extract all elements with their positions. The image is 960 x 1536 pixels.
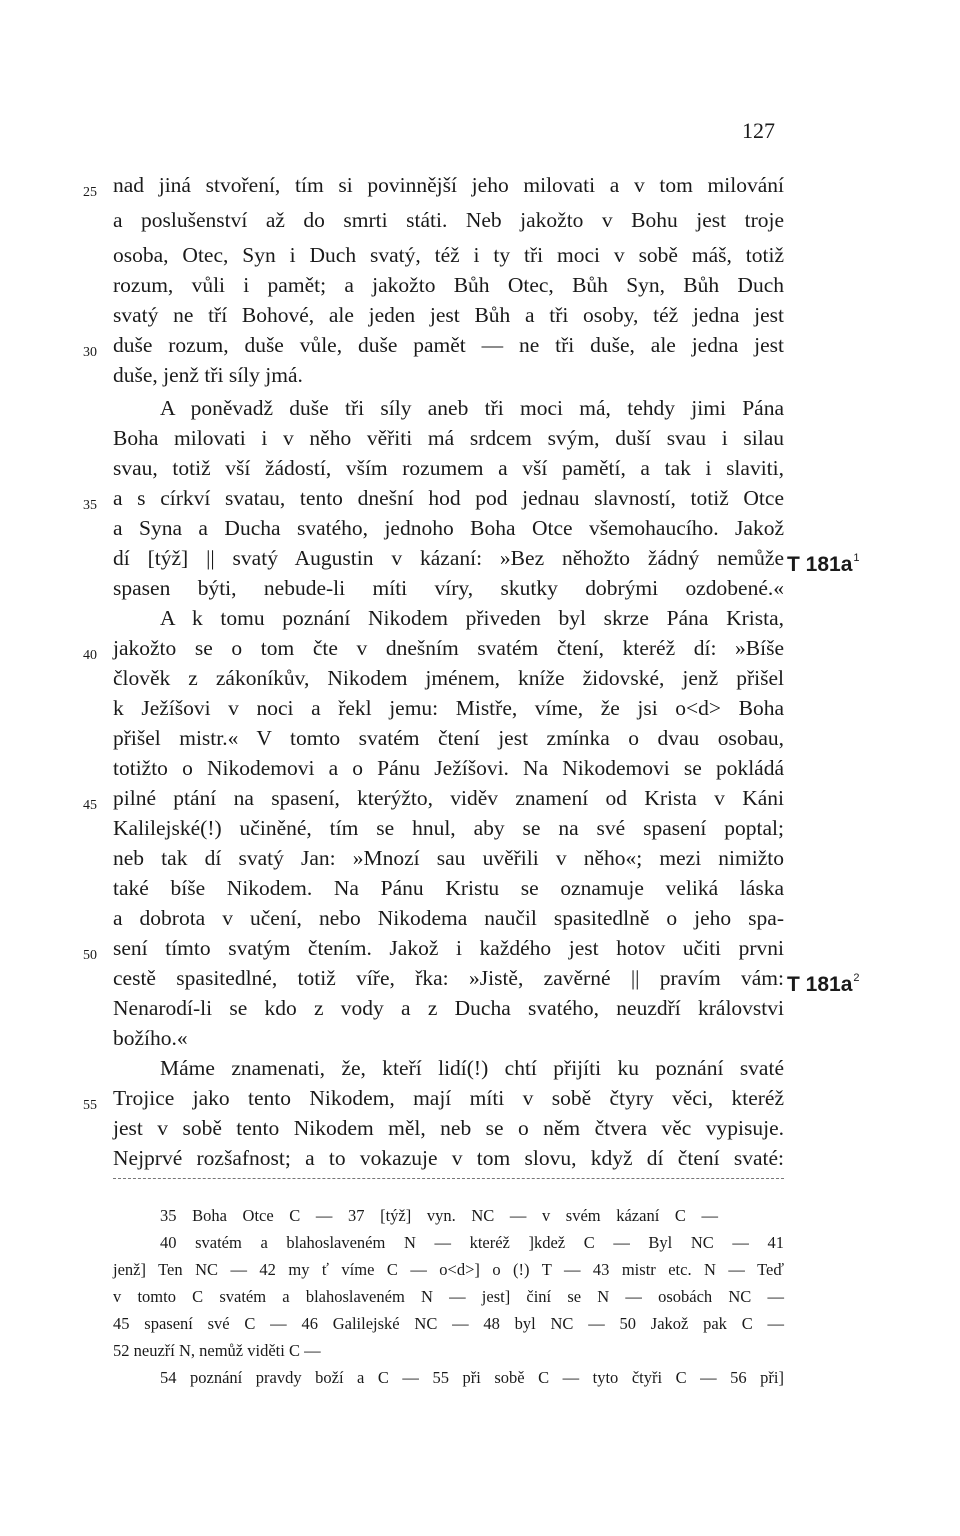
footnote-divider [113,1178,784,1179]
text-line: božího.« [113,1026,188,1050]
text-line: duše, jenž tři síly jmá. [113,363,303,387]
margin-reference: T $181a^2$ [787,972,860,996]
text-line: a dobrota v učení, nebo Nikodema naučil spasitedlně o jeho spa- [113,906,784,930]
text-line: A poněvadž duše tři síly aneb tři moci má, tehdy jimi Pána [160,396,784,420]
margin-reference: T $181a^1$ [787,552,860,576]
text-line: totižto o Nikodemovi a o Pánu Ježíšovi. Na Nikodemovi se pokládá [113,756,784,780]
footnote-line: 54 poznání pravdy boží a C — 55 při sobě C — tyto čtyři C — 56 při] [160,1368,784,1387]
line-number: 40 [83,648,97,663]
text-line: svau, totiž vší žádostí, vším rozumem a vší pamětí, a tak i slaviti, [113,456,784,480]
text-line: rozum, vůli i pamět; a jakožto Bůh Otec, Bůh Syn, Bůh Duch [113,273,784,297]
line-number: 30 [83,345,97,360]
text-line: 25 nad jiná stvoření, tím si povinnější jeho milovati a v tom milování [113,170,784,200]
text-line: Boha milovati i v něho věřiti má srdcem svým, duší svau i silau [113,426,784,450]
text-line: 35 a s církví svatau, tento dnešní hod pod jednau slavností, totiž Otce [113,483,784,513]
footnote-line: 35 Boha Otce C — 37 [týž] vyn. NC — v svém kázaní C — [160,1206,718,1225]
footnote-line: 52 neuzří N, nemůž viděti C — [113,1341,321,1360]
footnote-line: v tomto C svatém a blahoslaveném N — jest] činí se N — osobách NC — [113,1287,784,1306]
text-line: spasen býti, nebude-li míti víry, skutky dobrými ozdobené.« [113,576,784,600]
line-number: 55 [83,1098,97,1113]
page-number: 127 [742,118,775,143]
text-line: přišel mistr.« V tomto svatém čtení jest zmínka o dvau osobau, [113,726,784,750]
line-number: 25 [83,185,97,200]
footnote-line: 40 svatém a blahoslaveném N — kteréž ]kdež C — Byl NC — 41 [160,1233,784,1252]
text-line: Máme znamenati, že, kteří lidí(!) chtí přijíti ku poznání svaté [160,1056,784,1080]
text-line: 55 Trojice jako tento Nikodem, mají míti v sobě čtyry věci, kteréž [113,1083,784,1113]
text-line: cestě spasitedlné, totiž víře, řka: »Jistě, zavěrné || pravím vám: [113,966,784,990]
text-line: A k tomu poznání Nikodem přiveden byl skrze Pána Krista, [160,606,784,630]
text-line: Kalilejské(!) učiněné, tím se hnul, aby se na své spasení poptal; [113,816,784,840]
footnote-line: jenž] Ten NC — 42 my ť víme C — o<d>] o (!) T — 43 mistr etc. N — Teď [113,1260,784,1279]
text-line: 30 duše rozum, duše vůle, duše pamět — ne tři duše, ale jedna jest [113,330,784,360]
text-line: Nejprvé rozšafnost; a to vokazuje v tom slovu, když dí čtení svaté: [113,1146,784,1170]
text-line: a poslušenství až do smrti státi. Neb jakožto v Bohu jest troje [113,208,784,232]
line-number: 45 [83,798,97,813]
text-line: k Ježíšovi v noci a řekl jemu: Mistře, víme, že jsi o<d> Boha [113,696,784,720]
text-line: Nenarodí-li se kdo z vody a z Ducha svatého, neuzdří královstvi [113,996,784,1020]
text-line: 40 jakožto se o tom čte v dnešním svatém čtení, kteréž dí: »Bíše [113,633,784,663]
text-line: neb tak dí svatý Jan: »Mnozí sau uvěřili v něho«; mezi nimižto [113,846,784,870]
line-number: 50 [83,948,97,963]
text-line: osoba, Otec, Syn i Duch svatý, též i ty tři moci v sobě máš, totiž [113,243,784,267]
text-line: a Syna a Ducha svatého, jednoho Boha Otce všemohaucího. Jakož [113,516,784,540]
footnote-line: 45 spasení své C — 46 Galilejské NC — 48 byl NC — 50 Jakož pak C — [113,1314,784,1333]
text-line: 45 pilné ptání na spasení, kterýžto, viděv znamení od Krista v Káni [113,783,784,813]
text-line: dí [týž] || svatý Augustin v kázaní: »Bez něhožto žádný nemůže [113,546,784,570]
line-number: 35 [83,498,97,513]
text-line: také bíše Nikodem. Na Pánu Kristu se oznamuje veliká láska [113,876,784,900]
text-line: člověk z zákoníkův, Nikodem jménem, kníže židovské, jenž přišel [113,666,784,690]
text-line: jest v sobě tento Nikodem měl, neb se o něm čtvera věc vypisuje. [113,1116,784,1140]
text-line: svatý ne tří Bohové, ale jeden jest Bůh a tři osoby, též jedna jest [113,303,784,327]
text-line: 50 sení tímto svatým čtením. Jakož i každého jest hotov učiti prvni [113,933,784,963]
